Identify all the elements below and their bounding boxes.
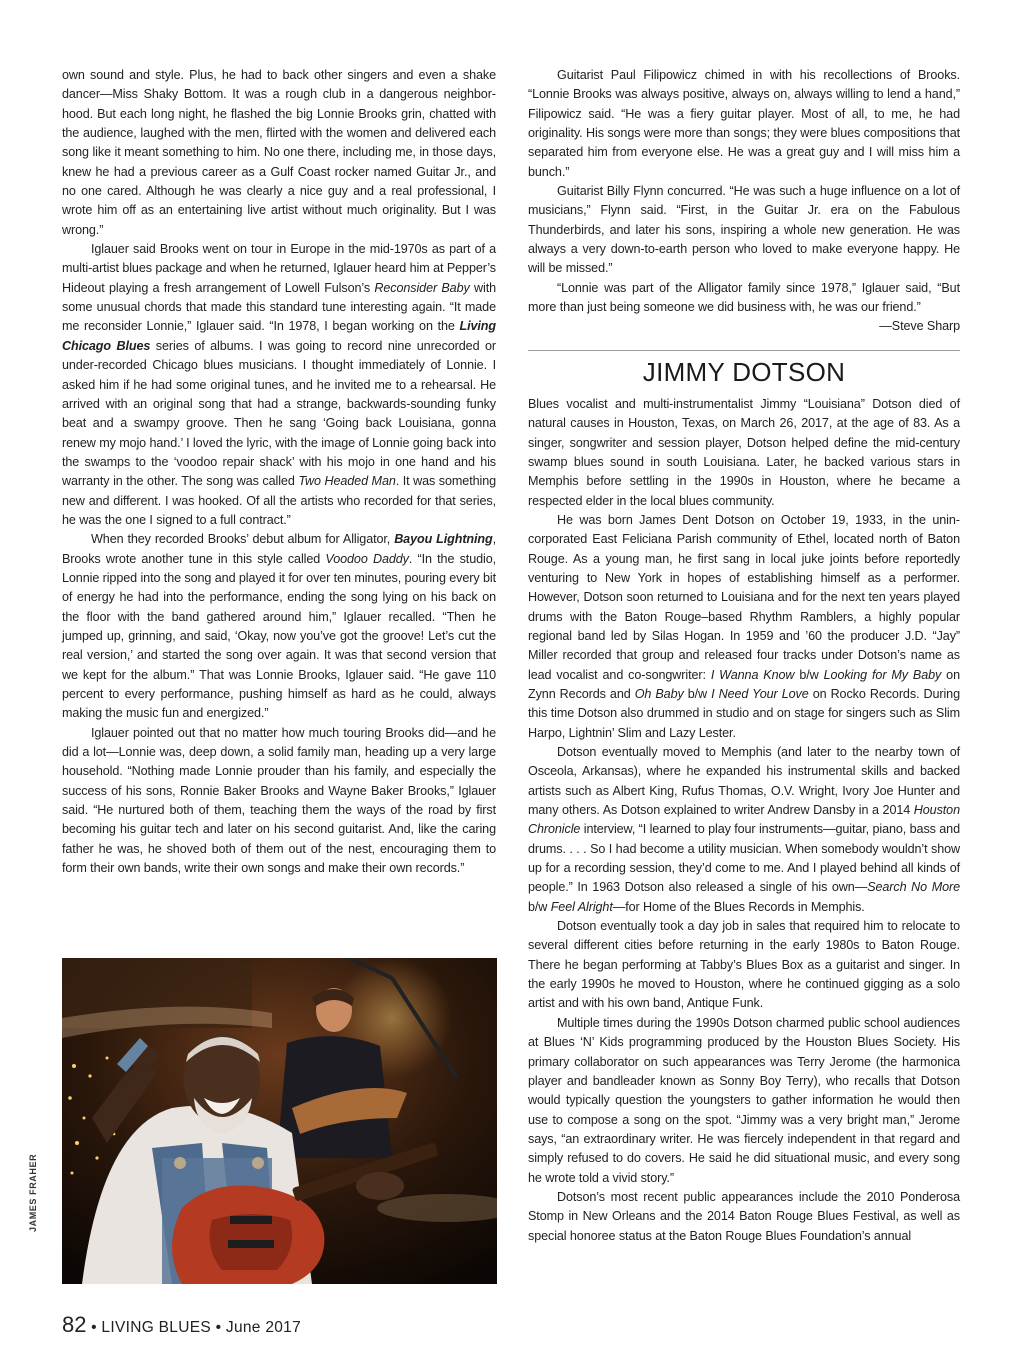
song-title: Oh Baby — [634, 686, 684, 701]
song-title: Looking for My Baby — [823, 667, 942, 682]
article-paragraph: Multiple times during the 1990s Dotson charmed public school audiences at Blues ‘N’ Kids programming produced by the Houston Blues Society. His primary collaborator on such appearances was Terry Jerome (the harmonica player and bandleader known as Sonny Boy Terry), who recalls that Dotson would typically question the youngsters to gather information he would then use to compose a song on the spot. “Jimmy was a very bright man,” Jerome says, “an extraordinary writer. He was fiercely independent in that regard and simply refused to do covers. He said he did situational music, and every song he wrote told a vivid story.” — [528, 1015, 960, 1185]
article-paragraph: Dotson eventually took a day job in sales that required him to relocate to several different cities before returning in the early 1980s to Baton Rouge. There he began performing at Tabby’s Blues Box as a guitarist and singer. In the early 1990s he moved to Houston, where he continued gigging as a solo artist and with his own band, Antique Funk. — [528, 919, 960, 1011]
photo-credit: JAMES FRAHER — [28, 1153, 38, 1232]
article-paragraph: Iglauer said Brooks went on tour in Europe in the mid-1970s as part of a multi-artist blues package and when he returned, Iglauer heard him at Pepper’s Hideout playing a fresh arrangement of Lowell Fulson’s Reconsider Baby with some unusual chords that made this standard tune interesting again. “It made me reconsider Lonnie,” Iglauer said. “In 1978, I began working on the Living Chicago Blues series of albums. I was going to record nine unrecorded or under-recorded Chicago blues musicians. I thought immediately of Lonnie. I asked him if he had some original tunes, and he invited me to a rehearsal. He arrived with an original song that had a strange, backwards-sounding funky beat and a swampy groove. Then he sang ‘Going back Louisiana, gonna renew my mojo hand.’ I loved the lyric, with the image of Lonnie going back into the swamps to the ‘voodoo repair shack’ with his mojo in one hand and his warranty in the other. The song was called Two Headed Man. It was something new and different. I was hooked. Of all the artists who recorded for that series, he was the one I signed to a full contract.” — [62, 242, 497, 527]
running-footer: • LIVING BLUES • June 2017 — [86, 1319, 302, 1336]
right-column — [528, 66, 960, 1246]
album-series-title: Living Chicago Blues — [62, 319, 496, 353]
song-title: I Need Your Love — [711, 686, 809, 701]
song-title: Reconsider Baby — [374, 280, 470, 295]
publication-title: Houston Chronicle — [528, 803, 960, 837]
song-title: Search No More — [867, 880, 960, 895]
article-paragraph: Guitarist Billy Flynn concurred. “He was such a huge influence on a lot of musicians,” Flynn said. “First, in the Guitar Jr. era on the Fabulous Thunderbirds, and later his sons, inspiring a whole new generation. He was always a very down-to-earth person who loved to make everyone happy. He will be missed.” — [528, 184, 960, 276]
article-paragraph: Dotson’s most recent public appearances include the 2010 Ponderosa Stomp in New Orleans and the 2014 Baton Rouge Blues Festival, as well as special honoree status at the Baton Rouge Blues Foundation’s annual — [528, 1189, 960, 1243]
article-paragraph: Blues vocalist and multi-instrumentalist Jimmy “Louisiana” Dotson died of natural causes in Houston, Texas, on March 26, 2017, at the age of 83. As a singer, songwriter and session player, Dotson helped define the mid-century swamp blues sound in south Louisiana. Later, he backed various stars in Memphis before settling in the 1990s in Houston, where he became a respected elder in the local blues community. — [528, 396, 960, 508]
section-divider — [528, 350, 960, 351]
photo-illustration — [62, 958, 497, 1284]
song-title: Voodoo Daddy — [325, 551, 409, 566]
page-number: 82 — [62, 1312, 87, 1337]
article-paragraph: Dotson eventually moved to Memphis (and later to the nearby town of Osceola, Arkansas), where he expanded his instrumental skills and backed artists such as Albert King, Rufus Thomas, O.V. Wright, Ivory Joe Hunter and many others. As Dotson explained to writer Andrew Dansby in a 2014 Houston Chronicle interview, “I learned to play four instruments—guitar, piano, bass and drums. . . . So I had become a utility musician. When somebody wouldn’t show up for a recording session, they’d come to me. And I played behind all kinds of people.” In 1963 Dotson also released a single of his own—Search No More b/w Feel Alright—for Home of the Blues Records in Memphis. — [528, 745, 960, 914]
song-title: I Wanna Know — [710, 667, 795, 682]
article-paragraph: own sound and style. Plus, he had to back other singers and even a shake dancer—Miss Shaky Bottom. It was a rough club in a dangerous neighborhood. But each long night, he flashed the big Lonnie Brooks grin, chatted with the audience, laughed with the men, flirted with the women and delivered each song like it meant something to him. No one there, including me, in those days, knew he had a previous career as a Gulf Coast rocker named Guitar Jr., and no one cared. Although he was clearly a nice guy and a real professional, I wrote him off as an entertaining live artist without much originality. But I was wrong.” — [62, 68, 496, 237]
article-paragraph: “Lonnie was part of the Alligator family since 1978,” Iglauer said, “But more than just being someone we did business with, he was our friend.” — [528, 280, 960, 315]
article-paragraph: Guitarist Paul Filipowicz chimed in with his recollections of Brooks. “Lonnie Brooks was always positive, always on, always willing to lend a hand,” Filipowicz said. “He was a fiery guitar player. Most of all, to me, he had originality. His songs were more than songs; they were blues compositions that separated him from everyone else. He was a great guy and I will miss him a bunch.” — [528, 68, 960, 179]
section-heading: JIMMY DOTSON — [642, 356, 846, 387]
article-paragraph: He was born James Dent Dotson on October 19, 1933, in the unincorporated East Feliciana Parish community of Ethel, located north of Baton Rouge. As a young man, he first sang in local juke joints before reportedly venturing to New York in hopes of establishing himself as a performer. However, Dotson soon returned to Louisiana and for the next ten years played drums with the Baton Rouge–based Rhythm Ramblers, a highly popular regional band led by Silas Hogan. In 1959 and ’60 the producer J.D. “Jay” Miller recorded that group and released four tracks under Dotson’s name as lead vocalist and co-songwriter: I Wanna Know b/w Looking for My Baby on Zynn Records and Oh Baby b/w I Need Your Love on Rocko Records. During this time Dotson also drummed in studio and on stage for singers such as Slim Harpo, Lightnin’ Slim and Lazy Lester. — [528, 512, 960, 740]
fretting-hand — [356, 1172, 404, 1200]
left-column — [62, 66, 496, 878]
song-title: Feel Alright — [550, 899, 613, 914]
author-byline: —Steve Sharp — [879, 319, 960, 334]
concert-photo — [62, 958, 497, 1284]
album-title: Bayou Lightning — [394, 532, 493, 547]
article-paragraph: When they recorded Brooks’ debut album for Alligator, Bayou Lightning, Brooks wrote another tune in this style called Voodoo Daddy. “In the studio, Lonnie ripped into the song and played it for over ten minutes, pouring every bit of energy he had into the performance, ending the song lying on his back on the floor with the band gathered around him,” Iglauer recalled. “Then he jumped up, grinning, and said, ‘Okay, now you’ve got the groove! Let’s cut the real version,’ and started the song over again. It was that second version that we kept for the album.” That was Lonnie Brooks, Iglauer said. “He gave 110 percent to every performance, pushing himself as hard as he could, always making the music fun and energized.” — [62, 532, 496, 721]
article-paragraph: Iglauer pointed out that no matter how much touring Brooks did—and he did a lot—Lonnie was, deep down, a solid family man, heading up a very large household. “Nothing made Lonnie prouder than his family, and especially the success of his sons, Ronnie Baker Brooks and Wayne Baker Brooks,” Iglauer said. “He nurtured both of them, teaching them the ways of the road by first becoming his guitar tech and later on his second guitarist. And, like the caring father he was, he shoved both of them out of the nest, encouraging them to form their own bands, write their own songs and make their own records.” — [62, 725, 496, 876]
song-title: Two Headed Man — [298, 474, 396, 489]
page-footer — [62, 1312, 301, 1342]
